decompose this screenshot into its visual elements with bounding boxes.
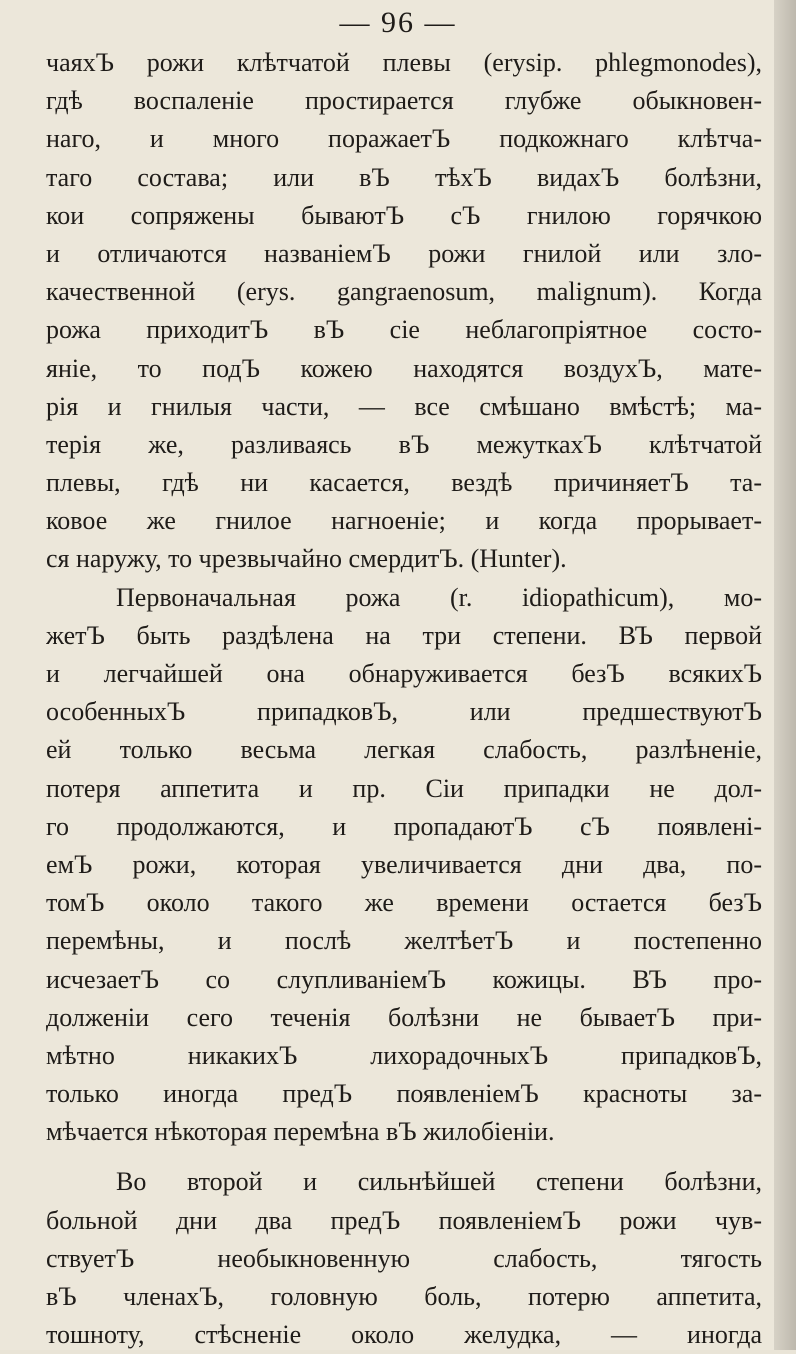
text-line: потеря аппетита и пр. Сіи припадки не дол-: [46, 773, 762, 803]
page-edge-shadow: [774, 0, 796, 1350]
text-line: исчезаетЪ со слупливаніемЪ кожицы. ВЪ про-: [46, 964, 762, 994]
text-line: яніе, то подЪ кожею находятся воздухЪ, мате-: [46, 353, 762, 383]
text-line: больной дни два предЪ появленіемЪ рожи чув-: [46, 1205, 762, 1235]
text-line: и легчайшей она обнаруживается безЪ всякихЪ: [46, 659, 762, 688]
text-line: перемѣны, и послѣ желтѣетЪ и постепенно: [46, 926, 762, 956]
text-line: чаяхЪ рожи клѣтчатой плевы (erysip. phlegmonodes),: [46, 48, 762, 77]
text-line: таго состава; или вЪ тѣхЪ видахЪ болѣзни,: [46, 162, 762, 192]
text-line: гдѣ воспаленіе простирается глубже обыкновен-: [46, 86, 762, 116]
text-line: ствуетЪ необыкновенную слабость, тягость: [46, 1243, 762, 1273]
text-line: кои сопряжены бываютЪ сЪ гнилою горячкою: [46, 200, 762, 230]
text-line: Во второй и сильнѣйшей степени болѣзни,: [116, 1167, 762, 1197]
text-line: только иногда предЪ появленіемЪ красноты за-: [46, 1079, 762, 1109]
text-line: мѣтно никакихЪ лихорадочныхЪ припадковЪ,: [46, 1040, 762, 1070]
text-line: го продолжаются, и пропадаютЪ сЪ появлені-: [46, 811, 762, 841]
text-line: рія и гнилыя части, — все смѣшано вмѣстѣ; ма-: [46, 391, 762, 421]
text-line: и отличаются названіемЪ рожи гнилой или зло-: [46, 238, 762, 268]
text-line: долженіи сего теченія болѣзни не бываетЪ при-: [46, 1002, 762, 1032]
text-line: мѣчается нѣкоторая перемѣна вЪ жилобіеніи.: [46, 1117, 555, 1147]
text-line: жетЪ быть раздѣлена на три степени. ВЪ первой: [46, 620, 762, 650]
page-text: [46, 44, 762, 1354]
text-line: плевы, гдѣ ни касается, вездѣ причиняетЪ та-: [46, 468, 762, 498]
text-line: наго, и много поражаетЪ подкожнаго клѣтча-: [46, 124, 762, 154]
text-line: особенныхЪ припадковЪ, или предшествуютЪ: [46, 697, 762, 727]
page-number: — 96 —: [339, 6, 457, 39]
text-line: тошноту, стѣсненіе около желудка, — иногда: [46, 1320, 762, 1350]
text-line: ей только весьма легкая слабость, разлѣненіе,: [46, 735, 762, 765]
text-line: рожа приходитЪ вЪ сіе неблагопріятное состо-: [46, 315, 762, 345]
text-line: ковое же гнилое нагноеніе; и когда прорывает-: [46, 506, 762, 536]
text-line: томЪ около такого же времени остается безЪ: [46, 888, 762, 918]
text-line: Первоначальная рожа (r. idiopathicum), мо-: [116, 582, 762, 612]
text-line: емЪ рожи, которая увеличивается дни два, по-: [46, 849, 762, 879]
text-line: качественной (erys. gangraenosum, malignum). Когда: [46, 277, 762, 307]
text-line: ся наружу, то чрезвычайно смердитЪ. (Hunter).: [46, 544, 567, 574]
text-line: вЪ членахЪ, головную боль, потерю аппетита,: [46, 1282, 762, 1311]
text-line: терія же, разливаясь вЪ межуткахЪ клѣтчатой: [46, 429, 762, 459]
